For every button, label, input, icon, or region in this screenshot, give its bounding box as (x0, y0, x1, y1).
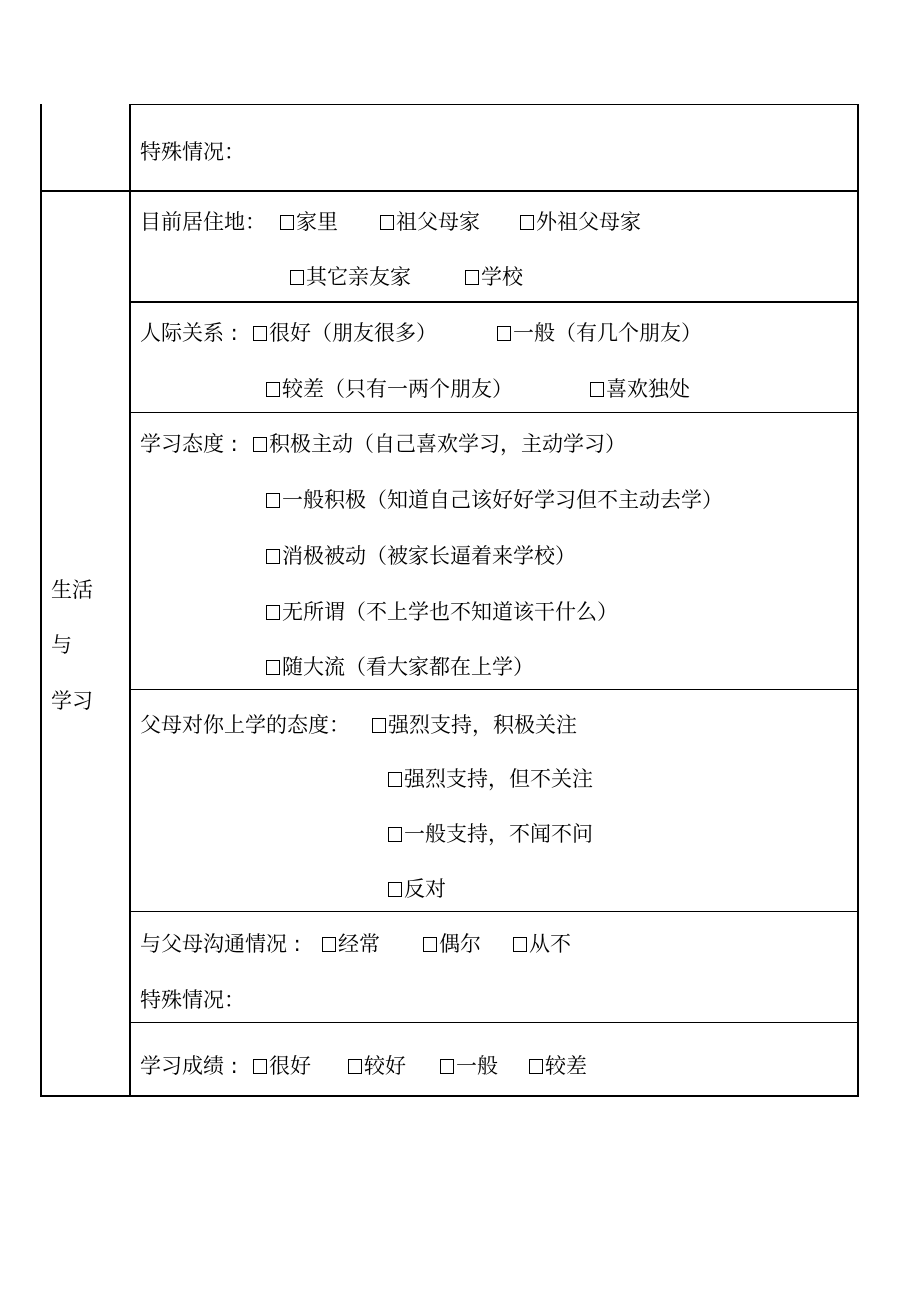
option-label: 强烈支持，但不关注 (404, 767, 593, 791)
attitude-option-active[interactable] (253, 432, 626, 456)
attitude-option-passive[interactable] (266, 544, 576, 568)
option-label: 较差 (545, 1054, 587, 1078)
option-label: 喜欢独处 (606, 377, 690, 401)
communication-option-never[interactable] (513, 932, 571, 956)
communication-label: 与父母沟通情况 : (140, 932, 308, 956)
residence-option-grandparents[interactable] (380, 210, 480, 234)
row-border (130, 301, 859, 303)
option-label: 很好（朋友很多） (269, 321, 437, 345)
residence-option-home[interactable] (280, 210, 338, 234)
checkbox[interactable] (388, 827, 402, 842)
section-label-line-1: 生活 (51, 578, 93, 602)
section-label-line-3: 学习 (51, 689, 93, 713)
checkbox[interactable] (322, 937, 336, 952)
right-outer-border (857, 104, 859, 1097)
checkbox[interactable] (266, 605, 280, 620)
option-label: 学校 (481, 265, 523, 289)
checkbox[interactable] (348, 1059, 362, 1074)
parents-option-oppose[interactable] (388, 877, 446, 901)
option-label: 一般（有几个朋友） (513, 321, 702, 345)
left-outer-border (40, 104, 42, 1097)
row-border (130, 911, 859, 912)
relations-label: 人际关系 : (140, 321, 245, 345)
checkbox[interactable] (266, 382, 280, 397)
checkbox[interactable] (372, 718, 386, 733)
residence-option-relatives[interactable] (290, 265, 411, 289)
option-label: 外祖父母家 (536, 210, 641, 234)
relations-option-alone[interactable] (590, 377, 690, 401)
option-label: 经常 (338, 932, 380, 956)
column-divider (129, 104, 131, 1097)
checkbox[interactable] (253, 437, 267, 452)
communication-special-label: 特殊情况： (140, 988, 245, 1012)
section-label-line-2: 与 (51, 633, 72, 657)
checkbox[interactable] (266, 549, 280, 564)
residence-option-school[interactable] (465, 265, 523, 289)
relations-option-very-good[interactable] (253, 321, 437, 345)
attitude-label: 学习态度 : (140, 432, 245, 456)
checkbox[interactable] (266, 660, 280, 675)
checkbox[interactable] (388, 772, 402, 787)
communication-option-sometimes[interactable] (423, 932, 481, 956)
checkbox[interactable] (280, 215, 294, 230)
checkbox[interactable] (380, 215, 394, 230)
option-label: 消极被动（被家长逼着来学校） (282, 544, 576, 568)
checkbox[interactable] (520, 215, 534, 230)
grades-option-good[interactable] (348, 1054, 406, 1078)
residence-option-maternal-grandparents[interactable] (520, 210, 641, 234)
checkbox[interactable] (529, 1059, 543, 1074)
checkbox[interactable] (513, 937, 527, 952)
checkbox[interactable] (266, 493, 280, 508)
option-label: 一般支持，不闻不问 (404, 822, 593, 846)
attitude-option-average[interactable] (266, 488, 723, 512)
special-situation-label: 特殊情况： (140, 140, 245, 164)
checkbox[interactable] (497, 326, 511, 341)
option-label: 其它亲友家 (306, 265, 411, 289)
option-label: 一般积极（知道自己该好好学习但不主动去学） (282, 488, 723, 512)
grades-option-very-good[interactable] (253, 1054, 311, 1078)
option-label: 积极主动（自己喜欢学习，主动学习） (269, 432, 626, 456)
checkbox[interactable] (465, 270, 479, 285)
section-border (40, 190, 859, 192)
parents-label: 父母对你上学的态度： (140, 713, 350, 737)
row-border (130, 412, 859, 413)
row-border (130, 689, 859, 690)
option-label: 较好 (364, 1054, 406, 1078)
row-border (130, 1022, 859, 1023)
grades-option-poor[interactable] (529, 1054, 587, 1078)
parents-option-strong-inattentive[interactable] (388, 767, 593, 791)
grades-option-average[interactable] (440, 1054, 498, 1078)
checkbox[interactable] (253, 1059, 267, 1074)
table-bottom-border (40, 1095, 859, 1097)
option-label: 无所谓（不上学也不知道该干什么） (282, 600, 618, 624)
residence-label: 目前居住地： (140, 210, 266, 234)
parents-option-strong-attentive[interactable] (372, 713, 577, 737)
option-label: 反对 (404, 877, 446, 901)
option-label: 祖父母家 (396, 210, 480, 234)
option-label: 家里 (296, 210, 338, 234)
option-label: 从不 (529, 932, 571, 956)
attitude-option-indifferent[interactable] (266, 600, 618, 624)
grades-label: 学习成绩 : (140, 1054, 245, 1078)
checkbox[interactable] (253, 326, 267, 341)
checkbox[interactable] (440, 1059, 454, 1074)
checkbox[interactable] (590, 382, 604, 397)
relations-option-poor[interactable] (266, 377, 513, 401)
row-border-top (130, 104, 859, 105)
option-label: 较差（只有一两个朋友） (282, 377, 513, 401)
parents-option-general[interactable] (388, 822, 593, 846)
checkbox[interactable] (423, 937, 437, 952)
option-label: 随大流（看大家都在上学） (282, 655, 534, 679)
option-label: 一般 (456, 1054, 498, 1078)
option-label: 强烈支持，积极关注 (388, 713, 577, 737)
communication-option-often[interactable] (322, 932, 380, 956)
option-label: 很好 (269, 1054, 311, 1078)
attitude-option-follow-crowd[interactable] (266, 655, 534, 679)
checkbox[interactable] (290, 270, 304, 285)
checkbox[interactable] (388, 882, 402, 897)
option-label: 偶尔 (439, 932, 481, 956)
relations-option-average[interactable] (497, 321, 702, 345)
